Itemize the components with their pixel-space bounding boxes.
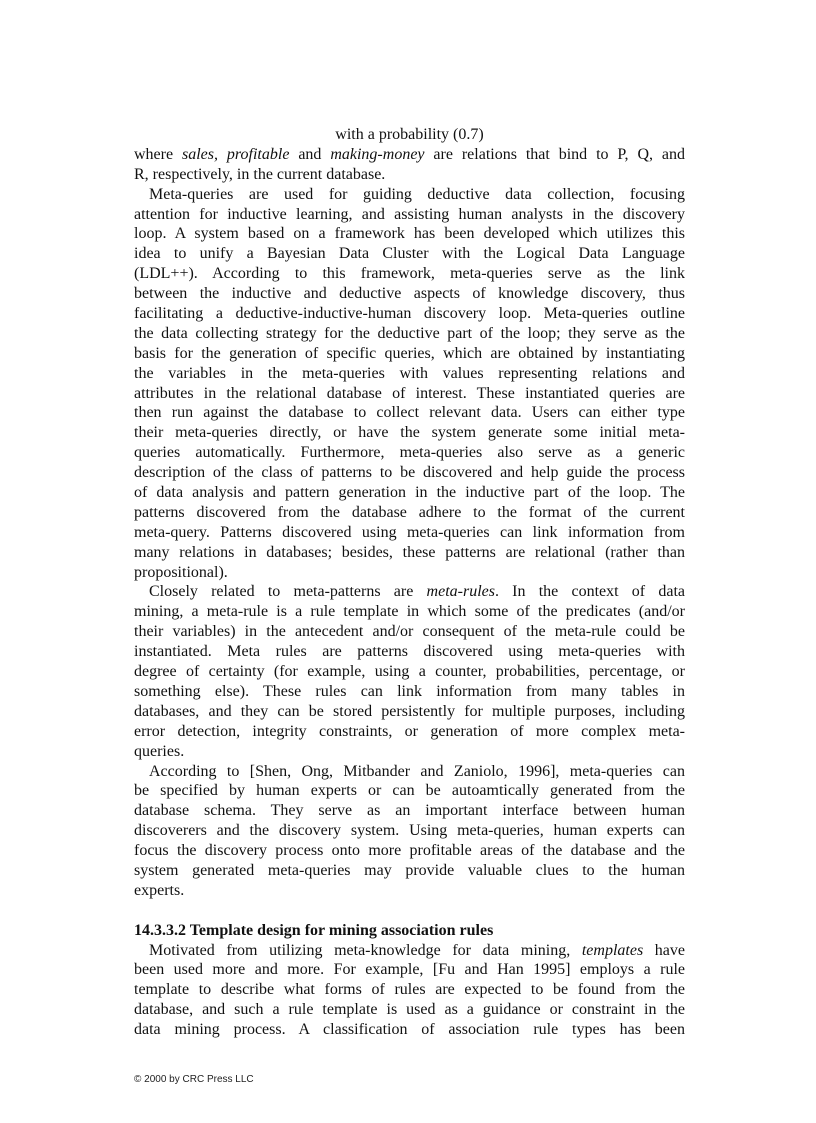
text-line: data mining process. A classification of association rule types has been: [134, 1021, 685, 1039]
text-line: discoverers and the discovery system. Using meta-queries, human experts can: [134, 822, 685, 840]
text-line: their meta-queries directly, or have the system generate some initial meta-: [134, 424, 685, 442]
body-text: [134, 125, 685, 1040]
text-line: propositional).: [134, 563, 228, 581]
section-heading: 14.3.3.2 Template design for mining association rules: [134, 921, 494, 939]
text-line: (LDL++). According to this framework, meta-queries serve as the link: [134, 265, 685, 283]
text-line: then run against the database to collect relevant data. Users can either type: [134, 404, 685, 422]
text-line: Closely related to meta-patterns are meta-rules. In the context of data: [149, 583, 685, 601]
text-line: [134, 901, 685, 921]
text-line: instantiated. Meta rules are patterns discovered using meta-queries with: [134, 643, 685, 661]
text-line: loop. A system based on a framework has been developed which utilizes this: [134, 225, 685, 243]
text-line: Meta-queries are used for guiding deductive data collection, focusing: [149, 185, 685, 203]
text-line: databases, and they can be stored persistently for multiple purposes, including: [134, 702, 685, 720]
text-line: mining, a meta-rule is a rule template in which some of the predicates (and/or: [134, 603, 685, 621]
text-line: Motivated from utilizing meta-knowledge for data mining, templates have: [149, 941, 685, 959]
text-line: patterns discovered from the database adhere to the format of the current: [134, 503, 685, 521]
text-line: queries automatically. Furthermore, meta-queries also serve as a generic: [134, 444, 685, 462]
text-line: the variables in the meta-queries with values representing relations and: [134, 364, 685, 382]
text-line: been used more and more. For example, [Fu and Han 1995] employs a rule: [134, 961, 685, 979]
text-line: degree of certainty (for example, using a counter, probabilities, percentage, or: [134, 663, 685, 681]
text-line: idea to unify a Bayesian Data Cluster with the Logical Data Language: [134, 245, 685, 263]
text-line: error detection, integrity constraints, or generation of more complex meta-: [134, 722, 685, 740]
text-line: R, respectively, in the current database.: [134, 165, 386, 183]
text-line: system generated meta-queries may provide valuable clues to the human: [134, 861, 685, 879]
copyright-footer: © 2000 by CRC Press LLC: [134, 1074, 254, 1085]
text-line: According to [Shen, Ong, Mitbander and Zaniolo, 1996], meta-queries can: [149, 762, 685, 780]
text-line: experts.: [134, 881, 185, 899]
text-line: with a probability (0.7): [335, 126, 484, 143]
text-line: template to describe what forms of rules are expected to be found from the: [134, 981, 685, 999]
text-line: attention for inductive learning, and assisting human analysts in the discovery: [134, 205, 685, 223]
text-line: their variables) in the antecedent and/or consequent of the meta-rule could be: [134, 623, 685, 641]
text-line: many relations in databases; besides, these patterns are relational (rather than: [134, 543, 685, 561]
text-line: where sales, profitable and making-money are relations that bind to P, Q, and: [134, 145, 685, 163]
text-line: basis for the generation of specific queries, which are obtained by instantiating: [134, 344, 685, 362]
text-line: the data collecting strategy for the deductive part of the loop; they serve as the: [134, 324, 685, 342]
text-line: queries.: [134, 742, 185, 760]
text-line: be specified by human experts or can be autoamtically generated from the: [134, 782, 685, 800]
text-line: of data analysis and pattern generation in the inductive part of the loop. The: [134, 484, 685, 502]
text-line: focus the discovery process onto more profitable areas of the database and the: [134, 842, 685, 860]
text-line: meta-query. Patterns discovered using meta-queries can link information from: [134, 523, 685, 541]
text-line: database schema. They serve as an important interface between human: [134, 802, 685, 820]
text-line: facilitating a deductive-inductive-human discovery loop. Meta-queries outline: [134, 305, 685, 323]
text-line: between the inductive and deductive aspects of knowledge discovery, thus: [134, 285, 685, 303]
text-line: database, and such a rule template is used as a guidance or constraint in the: [134, 1001, 685, 1019]
text-line: something else). These rules can link information from many tables in: [134, 682, 685, 700]
text-line: attributes in the relational database of interest. These instantiated queries are: [134, 384, 685, 402]
text-line: description of the class of patterns to be discovered and help guide the process: [134, 464, 685, 482]
